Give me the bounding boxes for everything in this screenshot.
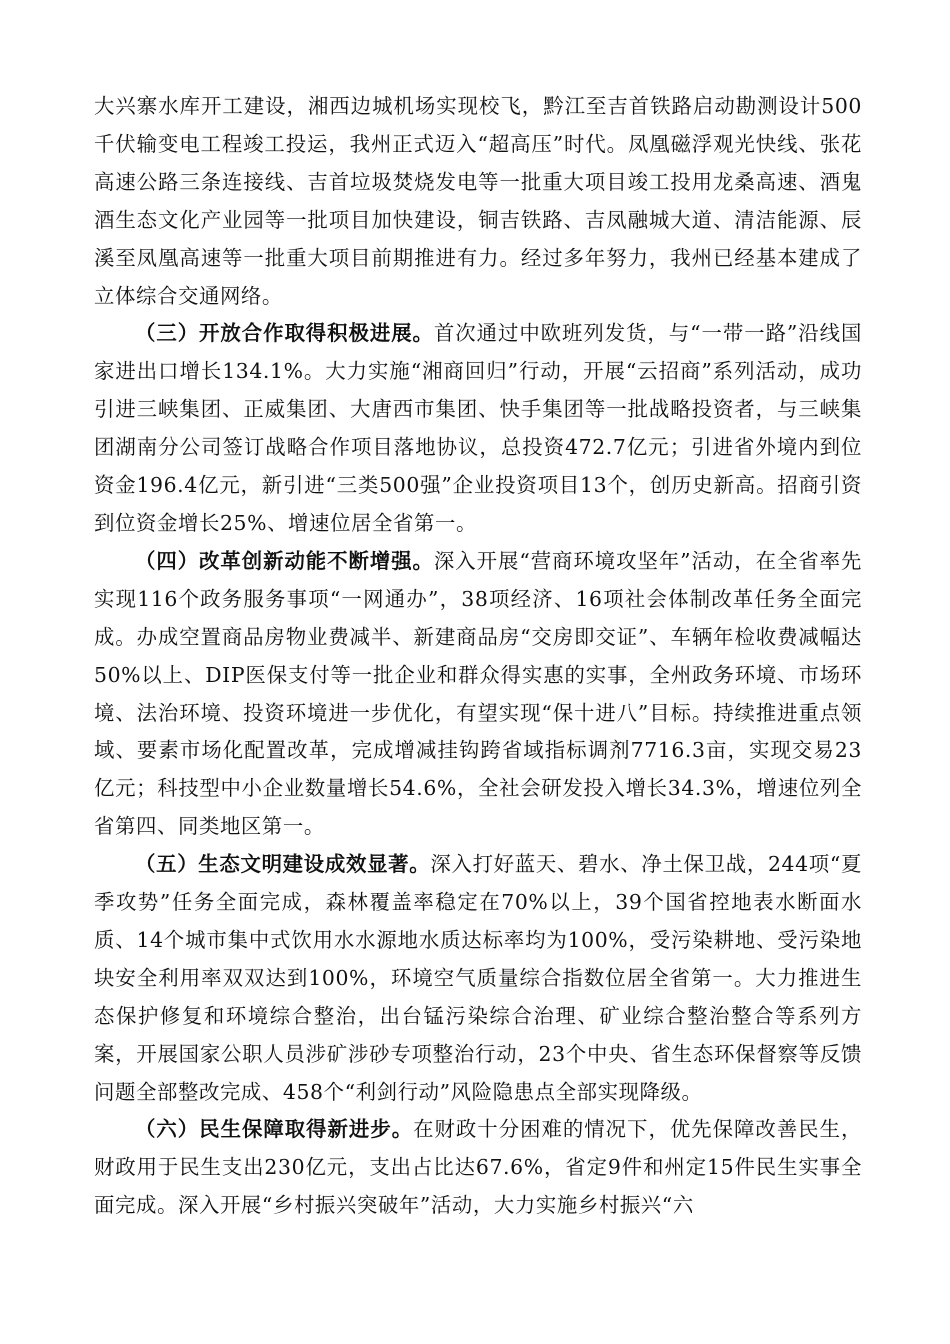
paragraph-body: 深入开展“营商环境攻坚年”活动，在全省率先实现116个政务服务事项“一网通办”，38项经济、16项社会体制改革任务全面完成。办成空置商品房物业费减半、新建商品房“交房即交证”、车辆年检收费减幅达50%以上、DIP医保支付等一批企业和群众得实惠的实事，全州政务环境、市场环境、法治环境、投资环境进一步优化，有望实现“保十进八”目标。持续推进重点领域、要素市场化配置改革，完成增减挂钩跨省域指标调剂7716.3亩，实现交易23亿元；科技型中小企业数量增长54.6%，全社会研发投入增长34.3%，增速位列全省第四、同类地区第一。 — [94, 548, 862, 839]
paragraph-body: 大兴寨水库开工建设，湘西边城机场实现校飞，黔江至吉首铁路启动勘测设计500千伏输变电工程竣工投运，我州正式迈入“超高压”时代。凤凰磁浮观光快线、张花高速公路三条连接线、吉首垃圾焚烧发电等一批重大项目竣工投用龙桑高速、酒鬼酒生态文化产业园等一批项目加快建设，铜吉铁路、吉凤融城大道、清洁能源、辰溪至凤凰高速等一批重大项目前期推进有力。经过多年努力，我州已经基本建成了立体综合交通网络。 — [94, 94, 862, 308]
paragraph-ecology — [94, 846, 862, 1111]
paragraph-body: 深入打好蓝天、碧水、净土保卫战，244项“夏季攻势”任务全面完成，森林覆盖率稳定在70%以上，39个国省控地表水断面水质、14个城市集中式饮用水水源地水质达标率均为100%，受污染耕地、受污染地块安全利用率双双达到100%，环境空气质量综合指数位居全省第一。大力推进生态保护修复和环境综合整治，出台锰污染综合治理、矿业综合整治整合等系列方案，开展国家公职人员涉矿涉砂专项整治行动，23个中央、省生态环保督察等反馈问题全部整改完成、458个“利剑行动”风险隐患点全部实现降级。 — [94, 852, 862, 1104]
section-heading: （五）生态文明建设成效显著。 — [135, 852, 431, 877]
section-heading: （六）民生保障取得新进步。 — [135, 1117, 414, 1142]
paragraph-livelihood — [94, 1111, 862, 1225]
paragraph-body: 首次通过中欧班列发货，与“一带一路”沿线国家进出口增长134.1%。大力实施“湘商回归”行动，开展“云招商”系列活动，成功引进三峡集团、正威集团、大唐西市集团、快手集团等一批战略投资者，与三峡集团湖南分公司签订战略合作项目落地协议，总投资472.7亿元；引进省外境内到位资金196.4亿元，新引进“三类500强”企业投资项目13个，创历史新高。招商引资到位资金增长25%、增速位居全省第一。 — [94, 321, 862, 535]
paragraph-reform-innovation — [94, 543, 862, 846]
paragraph-open-cooperation — [94, 315, 862, 542]
section-heading: （三）开放合作取得积极进展。 — [135, 321, 434, 346]
section-heading: （四）改革创新动能不断增强。 — [135, 548, 434, 573]
document-page — [94, 88, 862, 1225]
paragraph-body: 在财政十分困难的情况下，优先保障改善民生，财政用于民生支出230亿元，支出占比达67.6%，省定9件和州定15件民生实事全面完成。深入开展“乡村振兴突破年”活动，大力实施乡村振兴“六 — [94, 1117, 862, 1218]
paragraph-infrastructure — [94, 88, 862, 315]
